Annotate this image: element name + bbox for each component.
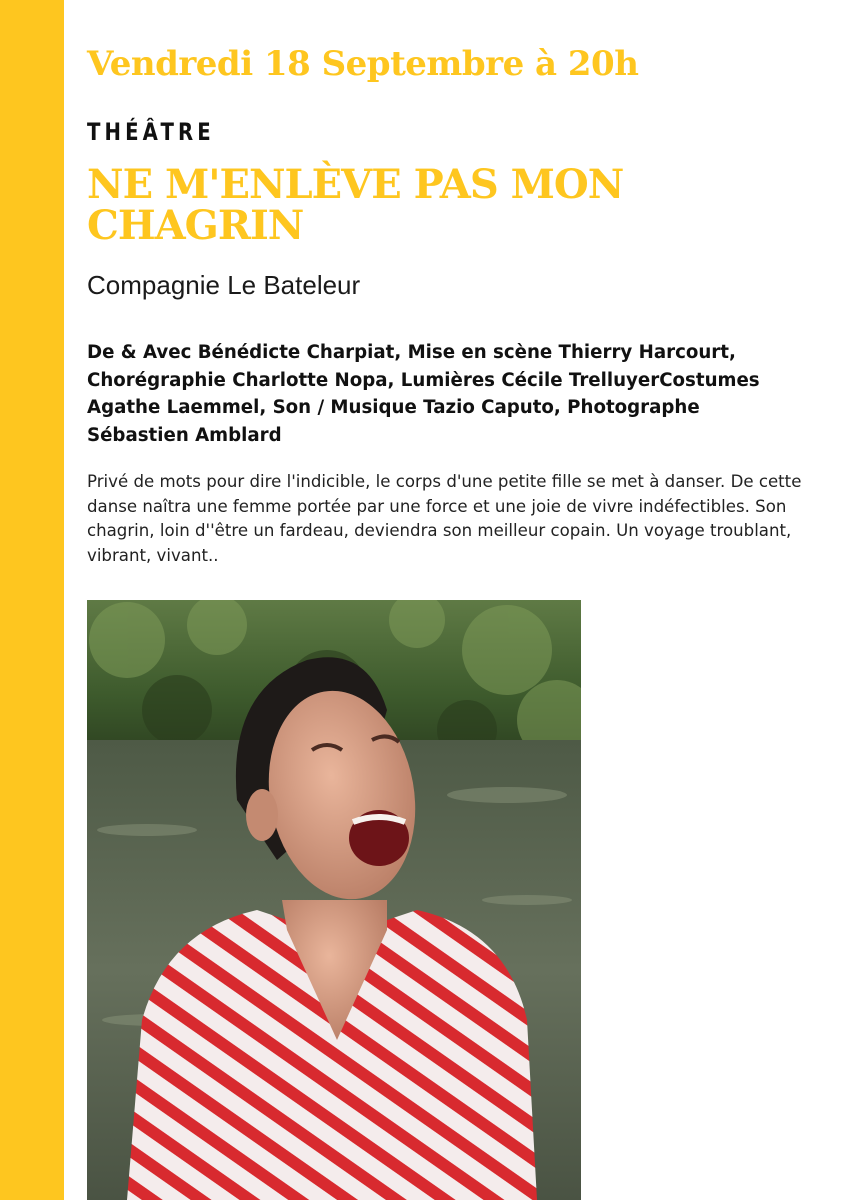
accent-side-bar <box>0 0 64 1200</box>
event-description: Privé de mots pour dire l'indicible, le corps d'une petite fille se met à danser. De cette danse naîtra une femme portée par une force et une joie de vivre indéfectibles. Son chagrin, loin d''être un fardeau, deviendra son meilleur copain. Un voyage troublant, vibrant, vivant.. <box>87 472 802 565</box>
company-name: Compagnie Le Bateleur <box>87 270 361 300</box>
event-credits: De & Avec Bénédicte Charpiat, Mise en scène Thierry Harcourt, Chorégraphie Charlotte Nopa, Lumières Cécile TrelluyerCostumes Agathe Laemmel, Son / Musique Tazio Caputo, Photographe Sébastien Amblard <box>87 342 760 446</box>
event-date: Vendredi 18 Septembre à 20h <box>87 44 639 84</box>
event-category: THÉÂTRE <box>87 118 215 146</box>
performer-photo <box>87 600 581 1200</box>
event-title: NE M'ENLÈVE PAS MON CHAGRIN <box>87 161 624 249</box>
